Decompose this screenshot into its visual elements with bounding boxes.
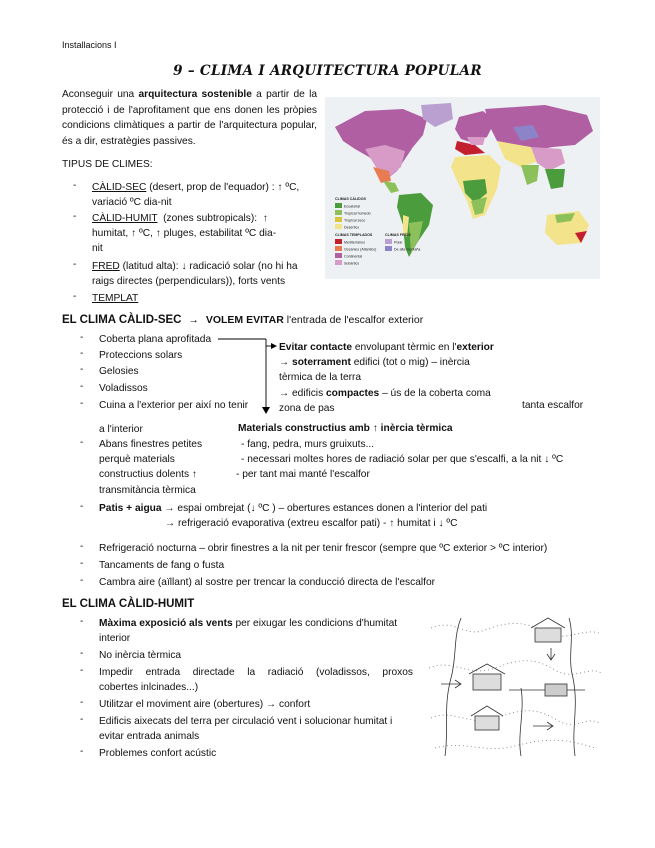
climate-type-hot-humid-line2: humitat, ↑ ºC, ↑ pluges, estabilitat ºC dia- (92, 228, 277, 239)
climate-type-temperate: TEMPLAT (92, 293, 139, 304)
hot-dry-item: Coberta plana aprofitada (99, 334, 212, 345)
materials-item: - necessari moltes hores de radiació solar per que s'escalfi, a la nit ↓ ºC (241, 454, 564, 465)
legend-item: Subártico (344, 261, 360, 266)
page-title: 9 – CLIMA I ARQUITECTURA POPULAR (173, 63, 482, 79)
bullet-dash: - (80, 364, 84, 375)
compact-line-2: zona de pas (279, 403, 335, 414)
hot-dry-extra: Tancaments de fang o fusta (99, 560, 225, 571)
materials-item: - fang, pedra, murs gruixuts... (241, 439, 375, 450)
hot-dry-item: Gelosies (99, 366, 139, 377)
arrow-icon: → (188, 314, 199, 326)
hot-humid-item: Edificis aixecats del terra per circulació vent i solucionar humitat i (99, 716, 393, 727)
bullet-dash: - (80, 558, 84, 569)
hot-humid-item: Màxima exposició als vents per eixugar les condicions d'humitat (99, 618, 398, 629)
bullet-dash: - (80, 648, 84, 659)
bullet-dash: - (80, 332, 84, 343)
legend-item: Mediterráneo (344, 240, 366, 245)
hot-humid-item: No inèrcia tèrmica (99, 650, 182, 661)
course-header: Installacions I (62, 40, 117, 50)
legend-item: Polar (394, 240, 403, 245)
bullet-dash: - (80, 381, 84, 392)
materials-item: - per tant mai manté l'escalfor (236, 469, 370, 480)
bullet-dash: - (80, 437, 84, 448)
bullet-dash: - (73, 259, 77, 270)
legend-cold-title: CLIMAS FRÍOS (385, 233, 411, 237)
hot-dry-heading: EL CLIMA CÀLID-SEC → VOLEM EVITAR l'entrada de l'escalfor exterior (62, 314, 424, 326)
arrow-down-icon (262, 407, 270, 414)
ventilation-sketch (425, 608, 605, 758)
windows-line: Abans finestres petites (99, 439, 203, 450)
burial-line-2: tèrmica de la terra (279, 372, 362, 383)
hot-dry-item: Cuina a l'exterior per així no tenir (99, 400, 249, 411)
hot-humid-item: Impedir entrada directade la radiació (voladissos, proxos (99, 667, 413, 678)
climate-type-hot-dry-line2: variació ºC dia-nit (92, 197, 172, 208)
legend-item: Tropical húmedo (344, 211, 371, 216)
climate-type-hot-humid-line3: nit (92, 243, 103, 254)
bullet-dash: - (73, 211, 77, 222)
legend-item: Tropical seco (344, 218, 366, 223)
bullet-dash: - (80, 501, 84, 512)
climate-type-hot-humid: CÀLID-HUMIT (zones subtropicals): ↑ (92, 213, 268, 224)
bullet-dash: - (80, 746, 84, 757)
hot-dry-extra: Cambra aire (aïllant) al sostre per trencar la conducció directa de l'escalfor (99, 577, 436, 588)
bullet-dash: - (80, 575, 84, 586)
climate-type-hot-dry: CÀLID-SEC (desert, prop de l'equador) : ↑ ºC, (92, 182, 300, 193)
kitchen-continuation: tanta escalfor (522, 400, 584, 411)
bullet-dash: - (80, 714, 84, 725)
compact-line: → edificis compactes – ús de la coberta coma (279, 388, 491, 399)
kitchen-continuation-2: a l'interior (99, 424, 143, 435)
bullet-dash: - (80, 348, 84, 359)
bullet-dash: - (80, 697, 84, 708)
hot-humid-item-cont: evitar entrada animals (99, 731, 200, 742)
burial-line: → soterrament edifici (tot o mig) – inèrcia (279, 357, 470, 368)
patis-line-2: → refrigeració evaporativa (extreu escalfor pati) - ↑ humitat i ↓ ºC (165, 518, 458, 529)
windows-line: transmitància tèrmica (99, 485, 196, 496)
hot-dry-extra: Refrigeració nocturna – obrir finestres a la nit per tenir frescor (sempre que ºC exterior > ºC interior) (99, 543, 548, 554)
hot-humid-item: Problemes confort acústic (99, 748, 217, 759)
climate-types-heading: TIPUS DE CLIMES: (62, 159, 153, 170)
arrow-right-icon (271, 343, 277, 349)
legend-item: Ecuatorial (344, 204, 360, 209)
hot-dry-item: Proteccions solars (99, 350, 183, 361)
hot-humid-item-cont: interior (99, 633, 131, 644)
hot-humid-item: Utilitzar el moviment aire (obertures) → confort (99, 699, 311, 710)
bullet-dash: - (80, 665, 84, 676)
hot-dry-item: Voladissos (99, 383, 148, 394)
materials-heading: Materials constructius amb ↑ inèrcia tèrmica (238, 423, 453, 434)
legend-item: De alta montaña (394, 247, 421, 252)
climate-type-cold-line2: raigs directes (perpendiculars)), forts vents (92, 276, 286, 287)
bullet-dash: - (80, 616, 84, 627)
legend-hot-title: CLIMAS CÁLIDOS (335, 197, 366, 201)
legend-item: Desértico (344, 225, 360, 230)
bullet-dash: - (80, 541, 84, 552)
hot-humid-item-cont: cobertes inlcinades...) (99, 682, 199, 693)
windows-line: perquè materials (99, 454, 175, 465)
legend-item: Continental (344, 254, 363, 259)
bullet-dash: - (80, 398, 84, 409)
bullet-dash: - (73, 291, 77, 302)
climate-type-cold: FRED (latitud alta): ↓ radicació solar (no hi ha (92, 261, 298, 272)
intro-paragraph: Aconseguir una arquitectura sostenible a partir de la protecció i de l'aprofitament que ens donen les pròpies condicions climàtiques a partir de l'arquitectura popular, és a dir, estratègies passives. (62, 89, 317, 147)
hot-humid-heading: EL CLIMA CÀLID-HUMIT (62, 598, 195, 610)
avoid-contact-line: Evitar contacte envolupant tèrmic en l'exterior (279, 342, 494, 353)
legend-temp-title: CLIMAS TEMPLADOS (335, 233, 373, 237)
legend-item: Oceánico (Atlántico) (344, 247, 377, 252)
windows-line: constructius dolents ↑ (99, 469, 197, 480)
bullet-dash: - (73, 180, 77, 191)
patis-line: Patis + aigua → espai ombrejat (↓ ºC ) – obertures estances donen a l'interior del pati (99, 503, 488, 514)
